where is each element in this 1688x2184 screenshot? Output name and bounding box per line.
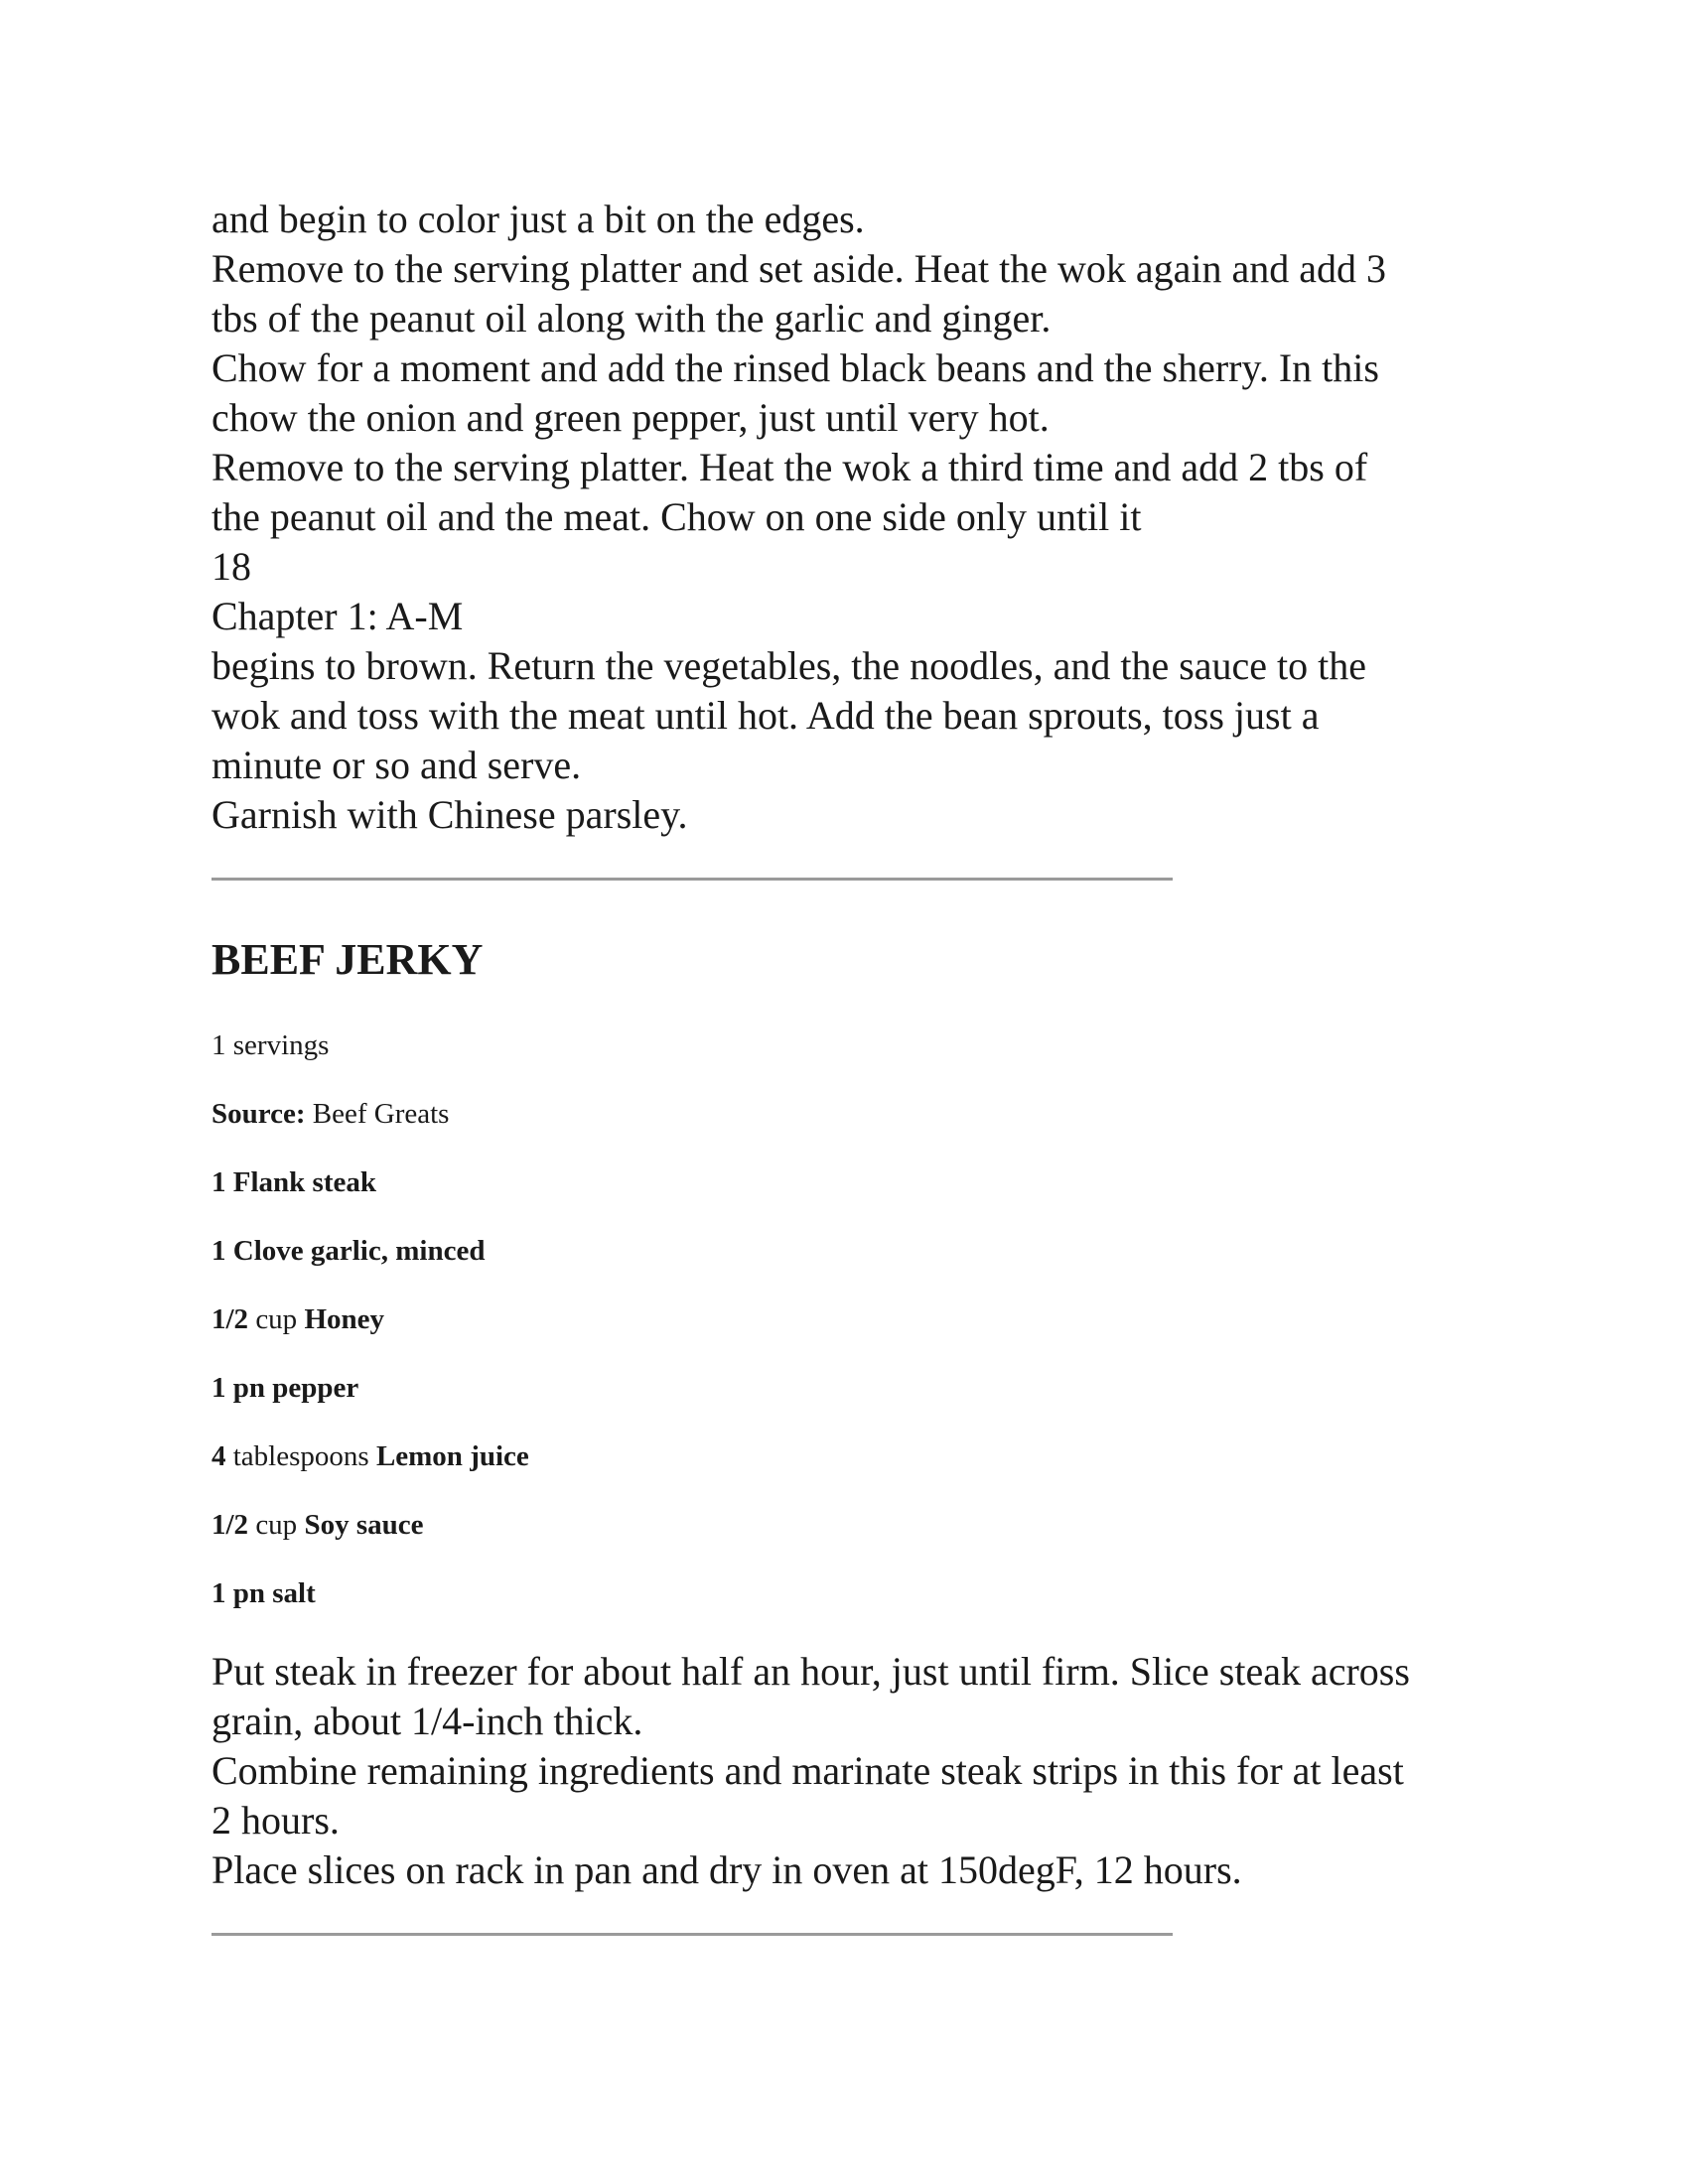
section-divider [211, 878, 1173, 881]
text-line: Garnish with Chinese parsley. [211, 792, 688, 837]
text-line: Place slices on rack in pan and dry in oven at 150degF, 12 hours. [211, 1847, 1242, 1892]
text-line: and begin to color just a bit on the edges. [211, 197, 865, 241]
text-line: grain, about 1/4-inch thick. [211, 1699, 643, 1743]
ingredient-item [211, 1507, 1502, 1543]
ingredient-qty: 1/2 [211, 1303, 249, 1335]
ingredient-item [211, 1164, 1502, 1200]
ingredient-qty: 1 [211, 1577, 226, 1609]
ingredient-name: Honey [304, 1303, 384, 1335]
ingredient-item [211, 1438, 1502, 1474]
page-number: 18 [211, 544, 251, 589]
ingredient-item [211, 1575, 1502, 1611]
section-divider [211, 1933, 1173, 1936]
ingredient-unit: cup [255, 1303, 298, 1335]
source-value: Beef Greats [312, 1098, 450, 1130]
recipe-source [211, 1096, 1502, 1132]
document-page [211, 195, 1502, 1936]
ingredient-item [211, 1301, 1502, 1337]
ingredient-unit: tablespoons [232, 1440, 369, 1472]
recipe-servings: 1 servings [211, 1029, 330, 1061]
text-line: chow the onion and green pepper, just until very hot. [211, 395, 1050, 440]
ingredient-item [211, 1233, 1502, 1269]
recipe-directions [211, 1647, 1502, 1895]
ingredient-name: Soy sauce [304, 1509, 424, 1541]
source-label: Source: [211, 1098, 306, 1130]
text-line: Combine remaining ingredients and marinate steak strips in this for at least [211, 1748, 1404, 1793]
recipe-title: BEEF JERKY [211, 935, 484, 984]
text-line: Chow for a moment and add the rinsed black beans and the sherry. In this [211, 345, 1379, 390]
text-line: Remove to the serving platter and set aside. Heat the wok again and add 3 [211, 246, 1386, 291]
ingredient-name: Flank steak [232, 1166, 376, 1198]
previous-recipe-directions [211, 195, 1502, 840]
ingredient-name: pn pepper [232, 1372, 359, 1404]
ingredient-name: pn salt [232, 1577, 316, 1609]
ingredient-qty: 1 [211, 1166, 226, 1198]
text-line: tbs of the peanut oil along with the garlic and ginger. [211, 296, 1052, 341]
text-line: minute or so and serve. [211, 743, 582, 787]
text-line: 2 hours. [211, 1798, 340, 1843]
chapter-header: Chapter 1: A-M [211, 594, 464, 638]
ingredient-name: Clove garlic, minced [232, 1235, 486, 1267]
ingredient-qty: 4 [211, 1440, 226, 1472]
text-line: Put steak in freezer for about half an hour, just until firm. Slice steak across [211, 1649, 1410, 1694]
text-line: Remove to the serving platter. Heat the wok a third time and add 2 tbs of [211, 445, 1368, 489]
ingredient-list [211, 1164, 1502, 1611]
text-line: the peanut oil and the meat. Chow on one side only until it [211, 494, 1142, 539]
ingredient-qty: 1 [211, 1235, 226, 1267]
ingredient-unit: cup [255, 1509, 298, 1541]
text-line: begins to brown. Return the vegetables, the noodles, and the sauce to the [211, 643, 1367, 688]
text-line: wok and toss with the meat until hot. Add the bean sprouts, toss just a [211, 693, 1320, 738]
ingredient-name: Lemon juice [375, 1440, 529, 1472]
ingredient-item [211, 1370, 1502, 1406]
ingredient-qty: 1 [211, 1372, 226, 1404]
ingredient-qty: 1/2 [211, 1509, 249, 1541]
